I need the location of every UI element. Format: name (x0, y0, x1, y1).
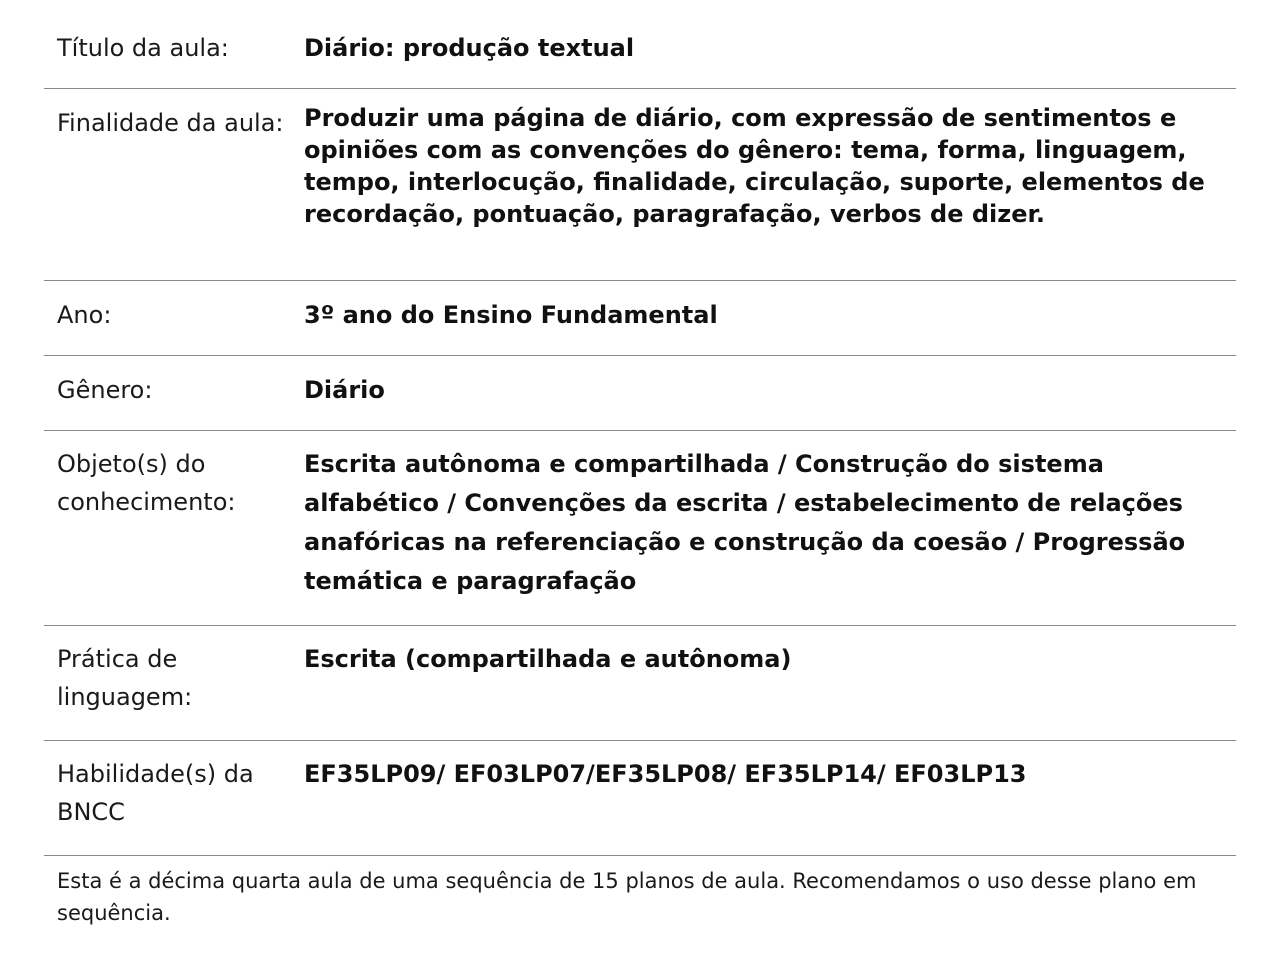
lesson-title-label: Título da aula: (57, 34, 229, 62)
sequence-note: Esta é a décima quarta aula de uma sequência de 15 planos de aula. Recomendamos o uso desse plano em sequência. (57, 869, 1197, 925)
language-practice-label: Prática de linguagem: (57, 645, 193, 711)
row-language-practice (44, 626, 1236, 741)
bncc-skills-label: Habilidade(s) da BNCC (57, 760, 254, 826)
bncc-skills-value: EF35LP09/ EF03LP07/EF35LP08/ EF35LP14/ EF03LP13 (304, 760, 1027, 788)
row-lesson-purpose (44, 89, 1236, 281)
row-knowledge-objects (44, 431, 1236, 626)
row-bncc-skills (44, 741, 1236, 856)
school-year-value: 3º ano do Ensino Fundamental (304, 301, 718, 329)
school-year-label: Ano: (57, 301, 112, 329)
genre-label: Gênero: (57, 376, 153, 404)
lesson-purpose-value: Produzir uma página de diário, com expressão de sentimentos e opiniões com as convenções do gênero: tema, forma, linguagem, tempo, interlocução, finalidade, circulação, suporte, elementos de recordação, pontuação, paragrafação, verbos de dizer. (304, 104, 1205, 228)
lesson-plan-table (44, 0, 1236, 856)
genre-value: Diário (304, 376, 385, 404)
language-practice-value: Escrita (compartilhada e autônoma) (304, 645, 792, 673)
lesson-purpose-label: Finalidade da aula: (57, 109, 284, 137)
lesson-title-value: Diário: produção textual (304, 34, 635, 62)
knowledge-objects-label: Objeto(s) do conhecimento: (57, 450, 236, 516)
row-genre (44, 356, 1236, 431)
row-school-year (44, 281, 1236, 356)
row-lesson-title (44, 0, 1236, 89)
knowledge-objects-value: Escrita autônoma e compartilhada / Construção do sistema alfabético / Convenções da escrita / estabelecimento de relações anafóricas na referenciação e construção da coesão / Progressão temática e paragrafação (304, 450, 1186, 595)
